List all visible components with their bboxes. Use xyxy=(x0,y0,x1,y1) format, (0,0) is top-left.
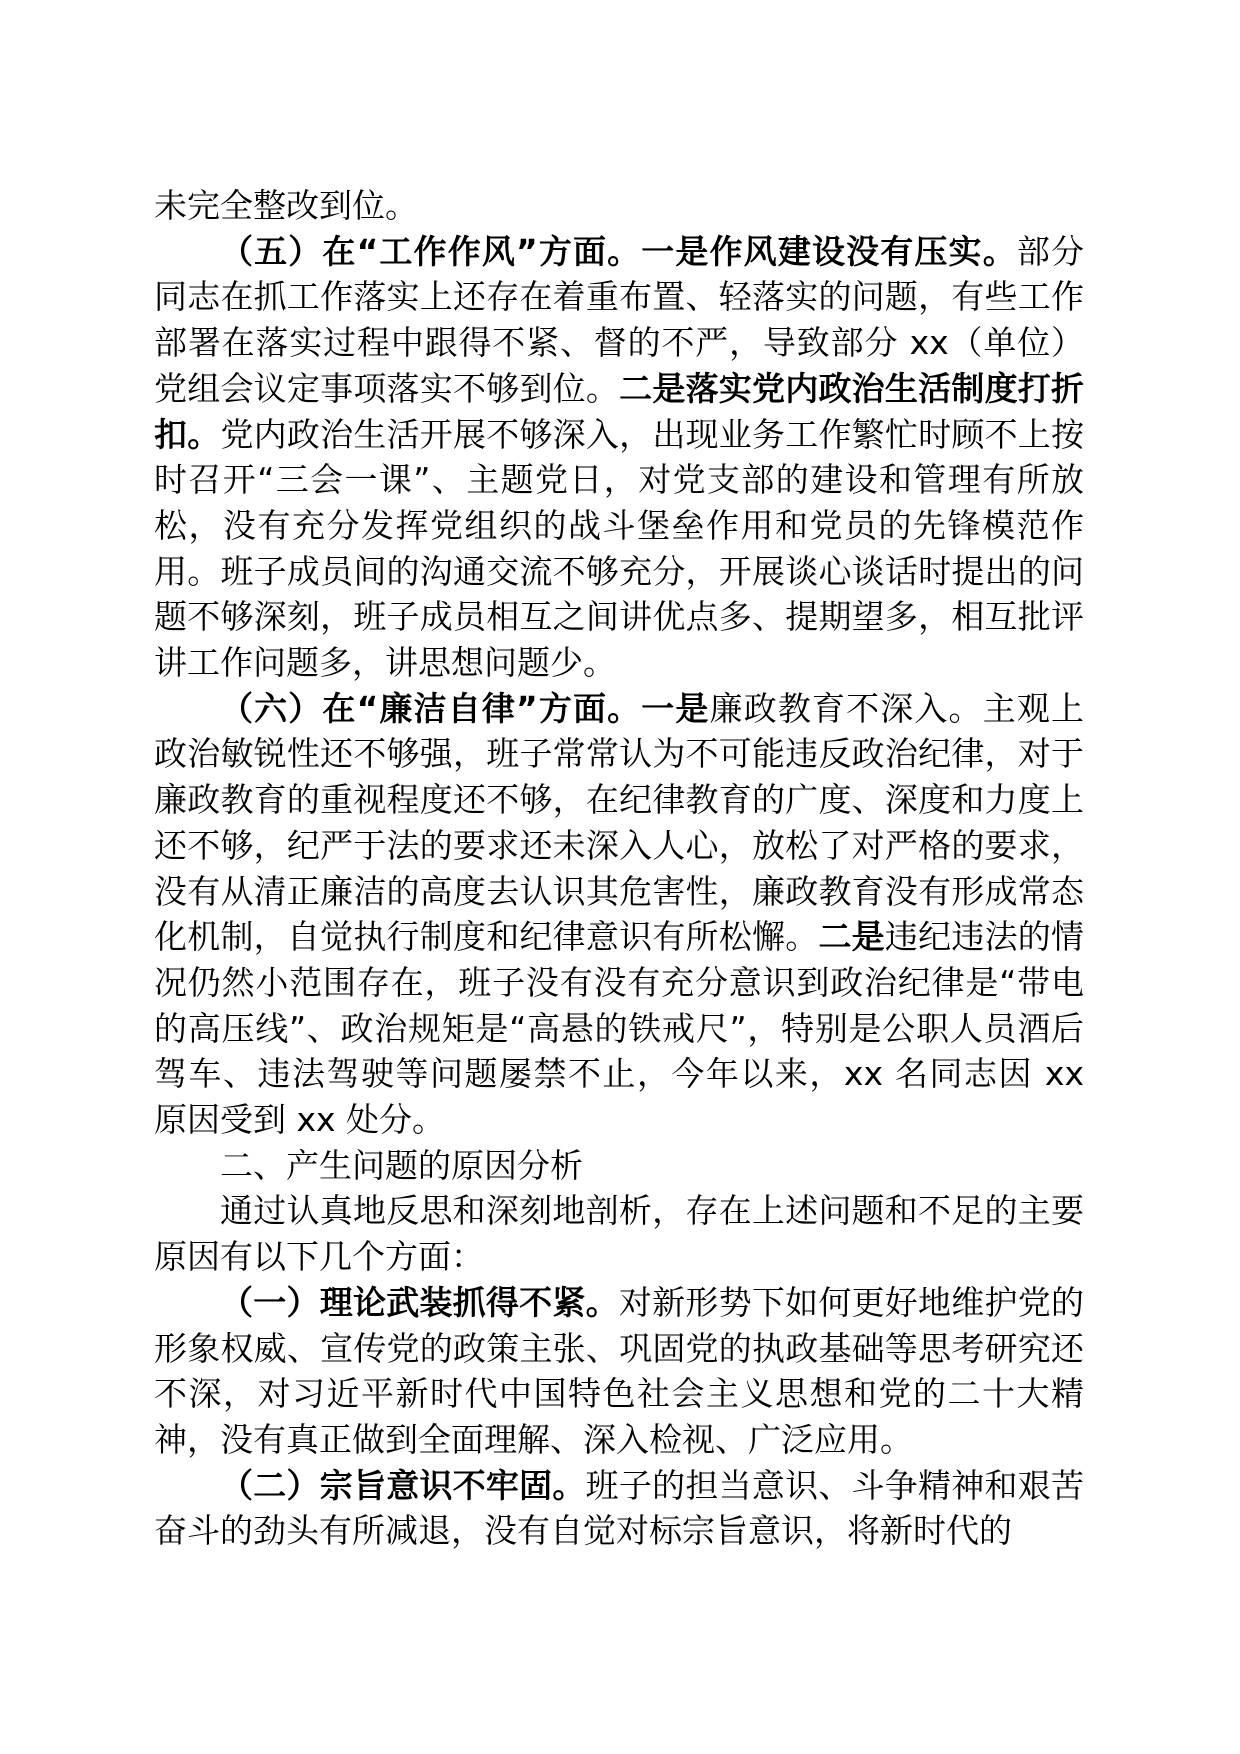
section-heading-two: （二）宗旨意识不牢固。 xyxy=(220,1465,586,1505)
text-segment: 班子的担当意识、斗争精神和艰苦奋斗的劲头有所减退，没有自觉对标宗旨意识，将新时代的 xyxy=(154,1465,1085,1551)
section-heading-five: （五）在“工作作风”方面。一是作风建设没有压实。 xyxy=(220,231,1017,271)
text-segment: 部分同志在抓工作落实上还存在着重布置、轻落实的问题，有些工作部署在落实过程中跟得不紧、督的不严，导致部分 xx（单位）党组会议定事项落实不够到位。 xyxy=(154,231,1084,408)
section-heading-six: （六）在“廉洁自律”方面。一是 xyxy=(220,688,710,728)
section-heading-one: （一）理论武装抓得不紧。 xyxy=(220,1282,619,1322)
chapter-heading xyxy=(154,1143,1084,1189)
text-segment: 未完全整改到位。 xyxy=(154,186,418,225)
text-segment: 二、产生问题的原因分析 xyxy=(220,1145,583,1185)
document-body xyxy=(154,183,1084,1554)
text-segment: 廉政教育不深入。主观上政治敏锐性还不够强，班子常常认为不可能违反政治纪律，对于廉政教育的重视程度还不够，在纪律教育的广度、深度和力度上还不够，纪严于法的要求还未深入人心，放松了对严格的要求，没有从清正廉洁的高度去认识其危害性，廉政教育没有形成常态化机制，自觉执行制度和纪律意识有所松懈。 xyxy=(154,688,1084,957)
paragraph-integrity xyxy=(154,686,1084,1143)
text-segment: 通过认真地反思和深刻地剖析，存在上述问题和不足的主要原因有以下几个方面： xyxy=(154,1191,1084,1277)
paragraph-theory xyxy=(154,1280,1084,1463)
text-segment: 对新形势下如何更好地维护党的形象权威、宣传党的政策主张、巩固党的执政基础等思考研究还不深，对习近平新时代中国特色社会主义思想和党的二十大精神，没有真正做到全面理解、深入检视、广泛应用。 xyxy=(154,1282,1085,1459)
point-heading: 二是落实党内政治生活制度打折扣。 xyxy=(154,368,1085,454)
paragraph-continuation xyxy=(154,183,1084,229)
text-segment: 违纪违法的情况仍然小范围存在，班子没有没有充分意识到政治纪律是“带电的高压线”、政治规矩是“高悬的铁戒尺”，特别是公职人员酒后驾车、违法驾驶等问题屡禁不止，今年以来，xx 名同志因 xx 原因受到 xx 处分。 xyxy=(154,917,1085,1140)
paragraph-work-style xyxy=(154,229,1084,686)
paragraph-purpose xyxy=(154,1463,1084,1554)
paragraph-intro xyxy=(154,1188,1084,1279)
point-heading: 二是 xyxy=(818,917,885,957)
text-segment: 党内政治生活开展不够深入，出现业务工作繁忙时顾不上按时召开“三会一课”、主题党日，对党支部的建设和管理有所放松，没有充分发挥党组织的战斗堡垒作用和党员的先锋模范作用。班子成员间的沟通交流不够充分，开展谈心谈话时提出的问题不够深刻，班子成员相互之间讲优点多、提期望多，相互批评讲工作问题多，讲思想问题少。 xyxy=(154,414,1085,683)
